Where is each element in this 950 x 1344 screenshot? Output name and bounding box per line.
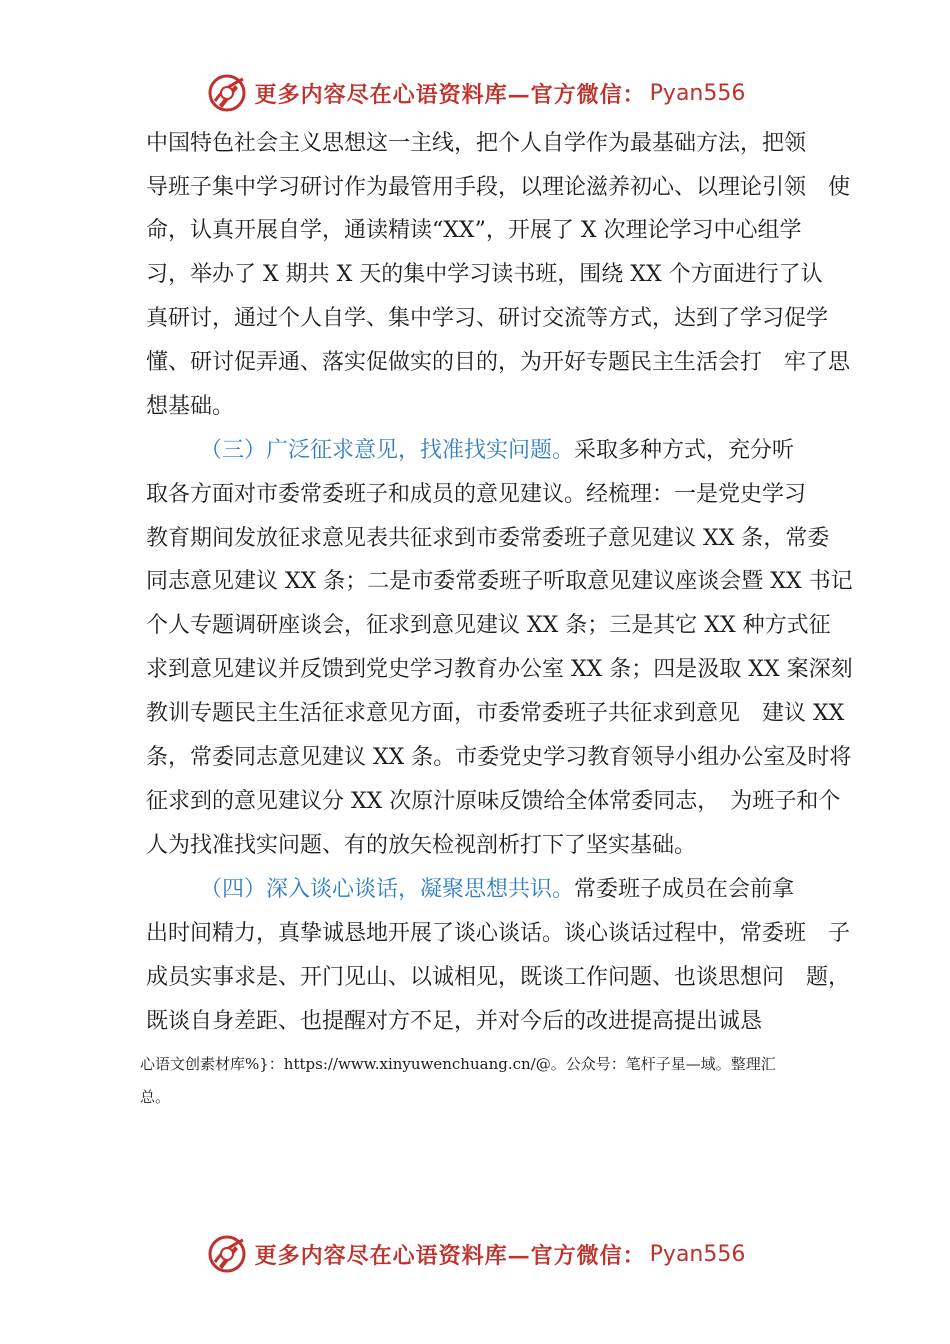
brand-logo-icon <box>205 71 249 115</box>
paragraph-line: 个人专题调研座谈会，征求到意见建议 XX 条；三是其它 XX 种方式征 <box>146 613 831 638</box>
paragraph-line: 教育期间发放征求意见表共征求到市委常委班子意见建议 XX 条，常委 <box>146 526 830 551</box>
banner-text: 更多内容尽在心语资料库—官方微信： <box>254 1242 646 1269</box>
section-three-heading: （三）广泛征求意见，找准找实问题。 <box>200 438 575 463</box>
section-four-heading: （四）深入谈心谈话，凝聚思想共识。 <box>200 877 575 902</box>
paragraph-line: 成员实事求是、开门见山、以诚相见，既谈工作问题、也谈思想问 题， <box>146 965 851 990</box>
banner-text: 更多内容尽在心语资料库—官方微信： <box>254 81 646 108</box>
section-four-first-line <box>200 875 820 905</box>
paragraph-line: 中国特色社会主义思想这一主线，把个人自学作为最基础方法，把领 <box>146 131 807 156</box>
paragraph-line: 人为找准找实问题、有的放矢检视剖析打下了坚实基础。 <box>146 833 697 858</box>
paragraph-line: 习，举办了 X 期共 X 天的集中学习读书班，围绕 XX 个方面进行了认 <box>146 262 823 287</box>
section-three-text: 采取多种方式，充分听 <box>574 438 795 463</box>
paragraph-line: 懂、研讨促弄通、落实促做实的目的，为开好专题民主生活会打 牢了思 <box>146 350 851 375</box>
paragraph-line: 条，常委同志意见建议 XX 条。市委党史学习教育领导小组办公室及时将 <box>146 745 852 770</box>
paragraph-line: 真研讨，通过个人自学、集中学习、研讨交流等方式，达到了学习促学 <box>146 306 829 331</box>
source-note-line: 心语文创素材库%}：https://www.xinyuwenchuang.cn/@。公众号：笔杆子星—域。整理汇 <box>140 1055 776 1073</box>
header-banner <box>0 70 950 116</box>
paragraph-line: 同志意见建议 XX 条；二是市委常委班子听取意见建议座谈会暨 XX 书记 <box>146 569 853 594</box>
section-four-text: 常委班子成员在会前拿 <box>574 877 795 902</box>
paragraph-line: 既谈自身差距、也提醒对方不足，并对今后的改进提高提出诚恳 <box>146 1009 763 1034</box>
paragraph-line: 想基础。 <box>146 394 235 419</box>
paragraph-line: 命，认真开展自学，通读精读“XX”，开展了 X 次理论学习中心组学 <box>146 218 802 243</box>
brand-logo-icon <box>205 1232 249 1276</box>
footer-banner <box>0 1231 950 1277</box>
section-three-first-line <box>200 436 820 466</box>
paragraph-line: 出时间精力，真挚诚恳地开展了谈心谈话。谈心谈话过程中，常委班 子 <box>146 921 851 946</box>
banner-wechat-id: Pyan556 <box>649 1241 746 1267</box>
banner-wechat-id: Pyan556 <box>649 80 746 106</box>
paragraph-line: 导班子集中学习研讨作为最管用手段，以理论滋养初心、以理论引领 使 <box>146 175 851 200</box>
paragraph-line: 征求到的意见建议分 XX 次原汁原味反馈给全体常委同志， 为班子和个 <box>146 789 841 814</box>
paragraph-line: 求到意见建议并反馈到党史学习教育办公室 XX 条；四是汲取 XX 案深刻 <box>146 657 853 682</box>
paragraph-line: 取各方面对市委常委班子和成员的意见建议。经梳理：一是党史学习 <box>146 482 807 507</box>
paragraph-line: 教训专题民主生活征求意见方面，市委常委班子共征求到意见 建议 XX <box>146 701 845 726</box>
source-note-line: 总。 <box>140 1088 171 1106</box>
